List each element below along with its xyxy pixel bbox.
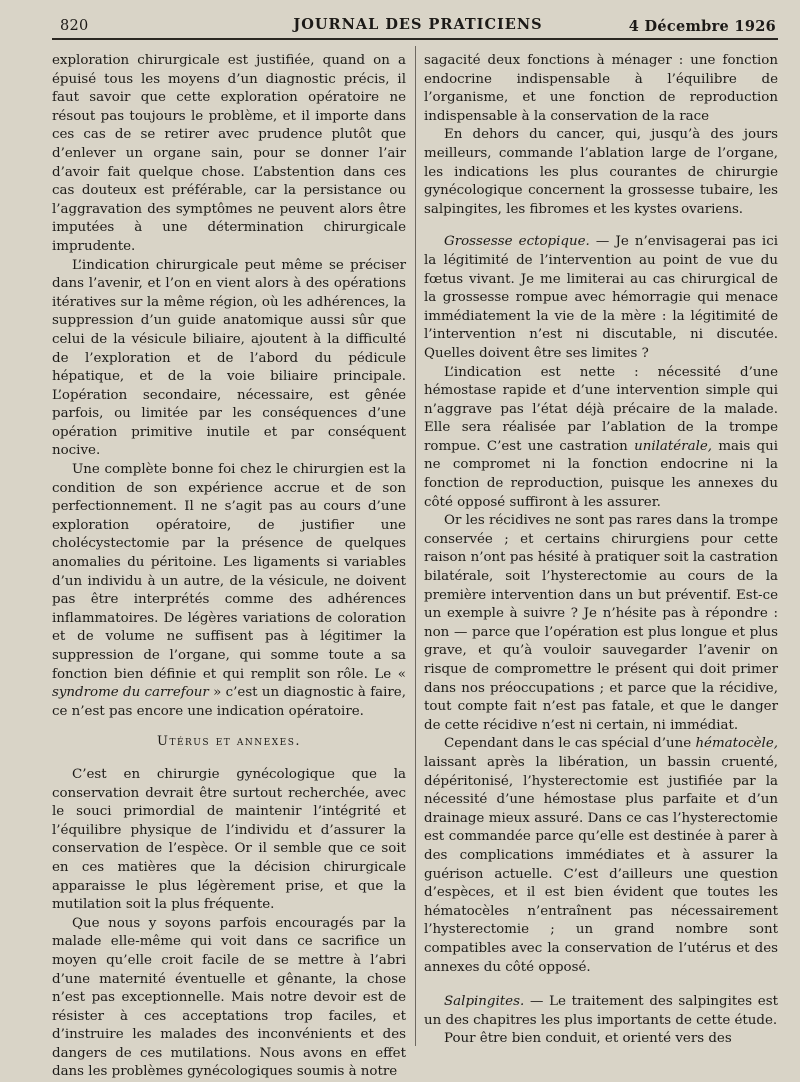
- paragraph: L’indication chirurgicale peut même se préciser dans l’avenir, et l’on en vient alors à des opérations itératives sur la même région, où les adhérences, la suppression d’un guide anatomique aussi sûr que celui de la vésicule biliaire, ajoutent à la difficulté de l’exploration et de l’abord du pédicule hépatique, et de la voie biliaire principale. L’opération secondaire, nécessaire, est gênée parfois, ou limitée par les conséquences d’une opération primitive inutile et par conséquent nocive.: [52, 257, 406, 459]
- paragraph: Grossesse ectopique. — Je n’envisagerai pas ici la légitimité de l’intervention au point de vue du fœtus vivant. Je me limiterai au cas chirurgical de la grossesse rompue avec hémorragie qui menace immédiatement la vie de la mère : la légitimité de l’intervention n’est ni discutable, ni discutée. Quelles doivent être ses limites ?: [424, 234, 778, 361]
- page-number: 820: [60, 18, 89, 34]
- header-rule: [52, 38, 778, 40]
- emphasis: unilatérale,: [634, 438, 713, 454]
- section-heading: Utérus et annexes.: [157, 734, 301, 750]
- page-header: [60, 14, 776, 40]
- right-column: [424, 52, 778, 1049]
- spacer: [424, 219, 778, 233]
- column-divider: [415, 46, 416, 1046]
- paragraph: Une complète bonne foi chez le chirurgien est la condition de son expérience accrue et de son perfectionnement. Il ne s’agit pas au cours d’une exploration opératoire, de justifier une cholécystectomie par la présence de quelques anomalies du péritoine. Les ligaments si variables d’un individu à un autre, de la vésicule, ne doivent pas être interprétés comme des adhérences inflammatoires. De légères variations de coloration et de volume ne suffisent pas à légitimer la suppression de l’organe, qui somme toute a sa fonction bien définie et qui remplit son rôle. Le « syndrome du carrefour » c’est un diagnostic à faire, ce n’est pas encore une indication opératoire.: [52, 462, 406, 719]
- emphasis: syndrome du carrefour: [52, 685, 209, 701]
- subsection-heading: Salpingites.: [444, 994, 525, 1010]
- paragraph: Salpingites. — Le traitement des salpingites est un des chapitres les plus importants de cette étude.: [424, 994, 778, 1028]
- left-column: [52, 52, 406, 1082]
- spacer: [424, 977, 778, 993]
- journal-title: JOURNAL DES PRATICIENS: [293, 16, 543, 33]
- paragraph: Cependant dans le cas spécial d’une hématocèle, laissant après la libération, un bassin cruenté, dépéritonisé, l’hysterectomie est justifiée par la nécessité d’une hémostase plus parfaite et d’un drainage mieux assuré. Dans ce cas l’hysterectomie est commandée parce qu’elle est destinée à parer à des complications immédiates et à assurer la guérison actuelle. C’est d’ailleurs une question d’espèces, et il est bien évident que toutes les hématocèles n’entraînent pas nécessairement l’hysterectomie ; un grand nombre sont compatibles avec la conservation de l’utérus et des annexes du côté opposé.: [424, 736, 778, 975]
- paragraph: C’est en chirurgie gynécologique que la conservation devrait être surtout recherchée, avec le souci primordial de maintenir l’intégrité et l’équilibre physique de l’individu et d’assurer la conservation de l’espèce. Or il semble que ce soit en ces matières que la décision chirurgicale apparaisse le plus légèrement prise, et que la mutilation soit la plus fréquente.: [52, 766, 406, 913]
- paragraph: Que nous y soyons parfois encouragés par la malade elle-même qui voit dans ce sacrifice un moyen qu’elle croit facile de se mettre à l’abri d’une maternité éventuelle et gênante, la chose n’est pas exceptionnelle. Mais notre devoir est de résister à ces acceptations trop faciles, et d’instruire les malades des inconvénients et des dangers de ces mutilations. Nous avons en effet dans les problèmes gynécologiques soumis à notre: [52, 915, 406, 1080]
- paragraph: En dehors du cancer, qui, jusqu’à des jours meilleurs, commande l’ablation large de l’organe, les indications les plus courantes de chirurgie gynécologique concernent la grossesse tubaire, les salpingites, les fibromes et les kystes ovariens.: [424, 127, 778, 217]
- issue-date: 4 Décembre 1926: [628, 18, 776, 35]
- paragraph: Or les récidives ne sont pas rares dans la trompe conservée ; et certains chirurgiens pour cette raison n’ont pas hésité à pratiquer soit la castration bilatérale, soit l’hysterectomie au cours de la première intervention dans un but préventif. Est-ce un exemple à suivre ? Je n’hésite pas à répondre : non — parce que l’opération est plus longue et plus grave, et qu’à vouloir sauvegarder l’avenir on risque de compromettre le présent qui doit primer dans nos préoccupations ; et parce que la récidive, tout compte fait n’est pas fatale, et que le danger de cette récidive n’est ni certain, ni immédiat.: [424, 513, 778, 733]
- paragraph: exploration chirurgicale est justifiée, quand on a épuisé tous les moyens d’un diagnostic précis, il faut savoir que cette exploration opératoire ne résout pas toujours le problème, et il importe dans ces cas de se retirer avec prudence plutôt que d’enlever un organe sain, pour se donner l’air d’avoir fait quelque chose. L’abstention dans ces cas douteux est préférable, car la persistance ou l’aggravation des symptômes ne peuvent alors être imputées à une détermination chirurgicale imprudente.: [52, 53, 406, 254]
- emphasis: hématocèle,: [695, 736, 778, 752]
- subsection-heading: Grossesse ectopique.: [444, 234, 590, 250]
- paragraph: sagacité deux fonctions à ménager : une fonction endocrine indispensable à l’équilibre de l’organisme, et une fonction de reproduction indispensable à la conservation de la race: [424, 53, 778, 124]
- paragraph: L’indication est nette : nécessité d’une hémostase rapide et d’une intervention simple qui n’aggrave pas l’état déjà précaire de la malade. Elle sera réalisée par l’ablation de la trompe rompue. C’est une castration unilatérale, mais qui ne compromet ni la fonction endocrine ni la fonction de reproduction, puisque les annexes du côté opposé suffiront à les assurer.: [424, 364, 778, 510]
- paragraph: Pour être bien conduit, et orienté vers des: [444, 1031, 732, 1047]
